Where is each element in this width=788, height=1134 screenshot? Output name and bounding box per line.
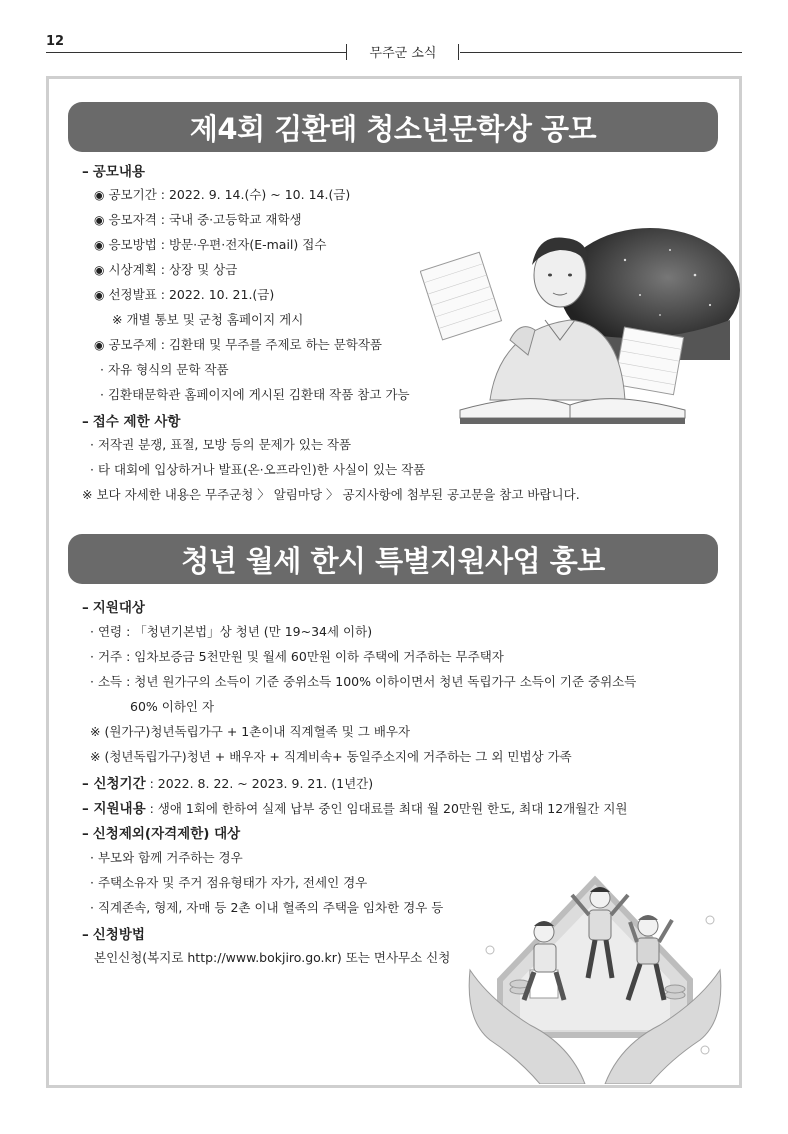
contest-theme-item: · 김환태문학관 홈페이지에 게시된 김환태 작품 참고 가능 bbox=[100, 387, 410, 402]
header-tick-left bbox=[346, 44, 347, 60]
writer-illustration bbox=[420, 220, 740, 430]
application-period: – 신청기간 : 2022. 8. 22. ~ 2023. 9. 21. (1년간) bbox=[82, 776, 374, 792]
contest-theme: ◉ 공모주제 : 김환태 및 무주를 주제로 하는 문학작품 bbox=[94, 335, 382, 353]
contest-details-heading: – 공모내용 bbox=[82, 164, 145, 180]
contest-announcement-note: ※ 개별 통보 및 군청 홈페이지 게시 bbox=[112, 312, 304, 327]
contest-restriction-item: · 타 대회에 입상하거나 발표(온·오프라인)한 사실이 있는 작품 bbox=[90, 462, 426, 477]
target-heading: – 지원대상 bbox=[82, 600, 145, 616]
method-value: 본인신청(복지로 http://www.bokjiro.go.kr) 또는 면사무소 신청 bbox=[94, 950, 451, 965]
contest-footnote: ※ 보다 자세한 내용은 무주군청 〉 알림마당 〉 공지사항에 첨부된 공고문을 참고 바랍니다. bbox=[82, 487, 580, 502]
exclusion-item: · 부모와 함께 거주하는 경우 bbox=[90, 850, 243, 865]
target-income-cont: 60% 이하인 자 bbox=[130, 699, 215, 714]
header-rule-right bbox=[460, 52, 742, 53]
exclusion-item: · 직계존속, 형제, 자매 등 2촌 이내 혈족의 주택을 임차한 경우 등 bbox=[90, 900, 444, 915]
page-number: 12 bbox=[46, 34, 65, 49]
contest-eligibility: ◉ 응모자격 : 국내 중·고등학교 재학생 bbox=[94, 210, 302, 228]
contest-announcement: ◉ 선정발표 : 2022. 10. 21.(금) bbox=[94, 285, 274, 303]
target-residence: · 거주 : 임차보증금 5천만원 및 월세 60만원 이하 주택에 거주하는 무주택자 bbox=[90, 649, 504, 664]
target-age: · 연령 : 「청년기본법」상 청년 (만 19~34세 이하) bbox=[90, 624, 373, 639]
contest-awards: ◉ 시상계획 : 상장 및 상금 bbox=[94, 260, 237, 278]
header-rule-left bbox=[46, 52, 346, 53]
target-note: ※ (원가구)청년독립가구 + 1촌이내 직계혈족 및 그 배우자 bbox=[90, 724, 411, 739]
contest-banner: 제4회 김환태 청소년문학상 공모 bbox=[68, 102, 718, 152]
section-title: 무주군 소식 bbox=[369, 46, 437, 61]
house-hands-illustration bbox=[460, 860, 730, 1084]
contest-theme-item: · 자유 형식의 문학 작품 bbox=[100, 362, 229, 377]
header-tick-right bbox=[458, 44, 459, 60]
target-income: · 소득 : 청년 원가구의 소득이 기준 중위소득 100% 이하이면서 청년 독립가구 소득이 기준 중위소득 bbox=[90, 674, 637, 689]
exclusion-item: · 주택소유자 및 주거 점유형태가 자가, 전세인 경우 bbox=[90, 875, 368, 890]
rent-support-banner: 청년 월세 한시 특별지원사업 홍보 bbox=[68, 534, 718, 584]
contest-period: ◉ 공모기간 : 2022. 9. 14.(수) ~ 10. 14.(금) bbox=[94, 185, 350, 203]
support-content: – 지원내용 : 생애 1회에 한하여 실제 납부 중인 임대료를 최대 월 20만원 한도, 최대 12개월간 지원 bbox=[82, 801, 628, 817]
method-heading: – 신청방법 bbox=[82, 927, 145, 943]
contest-restriction-item: · 저작권 분쟁, 표절, 모방 등의 문제가 있는 작품 bbox=[90, 437, 352, 452]
target-note: ※ (청년독립가구)청년 + 배우자 + 직계비속+ 동일주소지에 거주하는 그 외 민법상 가족 bbox=[90, 749, 572, 764]
contest-method: ◉ 응모방법 : 방문·우편·전자(E-mail) 접수 bbox=[94, 235, 326, 253]
contest-restrictions-heading: – 접수 제한 사항 bbox=[82, 414, 181, 430]
exclusion-heading: – 신청제외(자격제한) 대상 bbox=[82, 826, 241, 842]
